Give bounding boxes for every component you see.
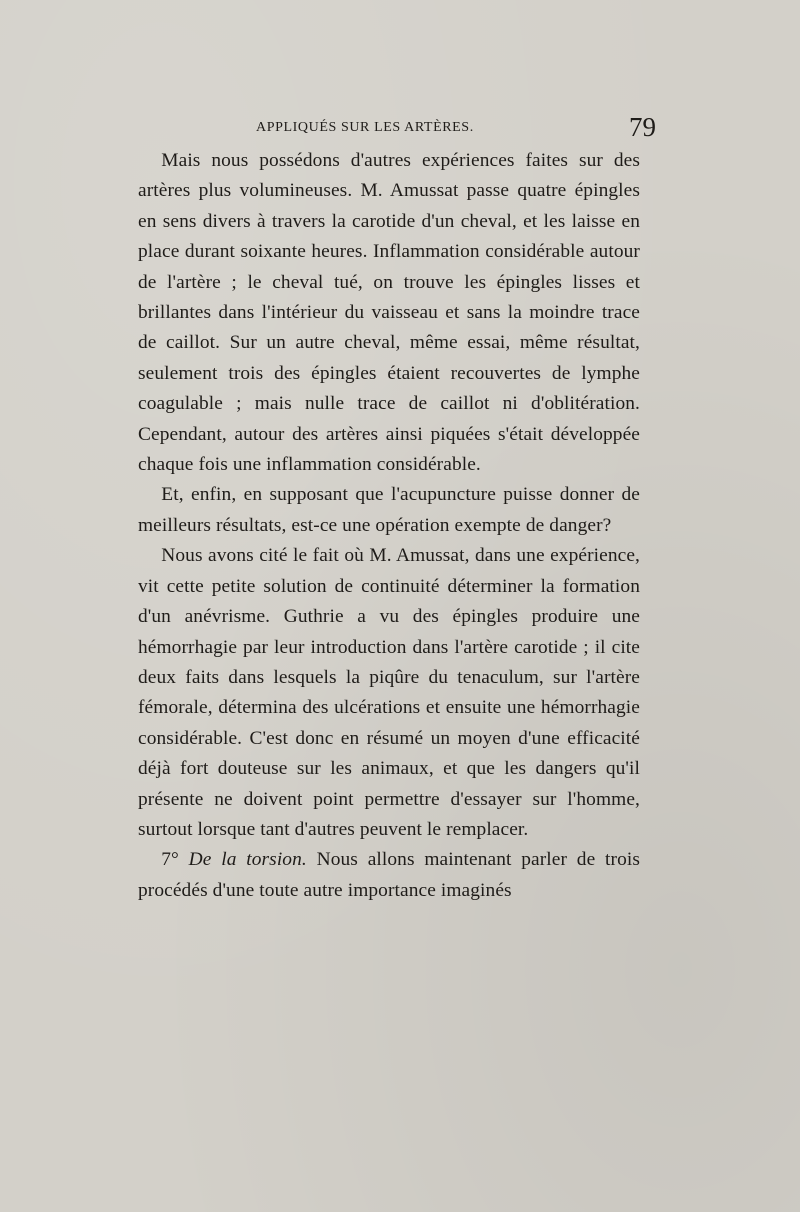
section-number: 7° <box>161 849 179 871</box>
page-number: 79 <box>629 112 656 142</box>
body-text <box>138 146 640 906</box>
running-head <box>140 114 660 144</box>
paragraph-2: Et, enfin, en supposant que l'acupuncture puisse donner de meilleurs résultats, est-ce une opération exempte de danger? <box>138 484 640 536</box>
running-head-title: APPLIQUÉS SUR LES ARTÈRES. <box>256 120 474 135</box>
paragraph-3: Nous avons cité le fait où M. Amussat, dans une expérience, vit cette petite solution de continuité déterminer la formation d'un anévrisme. Guthrie a vu des épingles produire une hémorrhagie par leur introduction dans l'artère carotide ; il cite deux faits dans lesquels la piqûre du tenaculum, sur l'artère fémorale, détermina des ulcérations et ensuite une hémorrhagie considérable. C'est donc en résumé un moyen d'une efficacité déjà fort douteuse sur les animaux, et que les dangers qu'il présente ne doivent point permettre d'essayer sur l'homme, surtout lorsque tant d'autres peuvent le remplacer. <box>138 545 640 840</box>
section-heading: De la torsion. <box>188 849 307 871</box>
paragraph-4 <box>138 845 640 906</box>
paragraph-1: Mais nous possédons d'autres expériences faites sur des artères plus volumineuses. M. Amussat passe quatre épingles en sens divers à travers la carotide d'un cheval, et les laisse en place durant soixante heures. Inflammation considérable autour de l'artère ; le cheval tué, on trouve les épingles lisses et brillantes dans l'intérieur du vaisseau et sans la moindre trace de caillot. Sur un autre cheval, même essai, même résultat, seulement trois des épingles étaient recouvertes de lymphe coagulable ; mais nulle trace de caillot ni d'oblitération. Cependant, autour des artères ainsi piquées s'était développée chaque fois une inflammation considérable. <box>138 150 640 476</box>
section-text: Nous allons maintenant parler de trois procédés d'une toute autre importance imaginés <box>138 849 641 901</box>
